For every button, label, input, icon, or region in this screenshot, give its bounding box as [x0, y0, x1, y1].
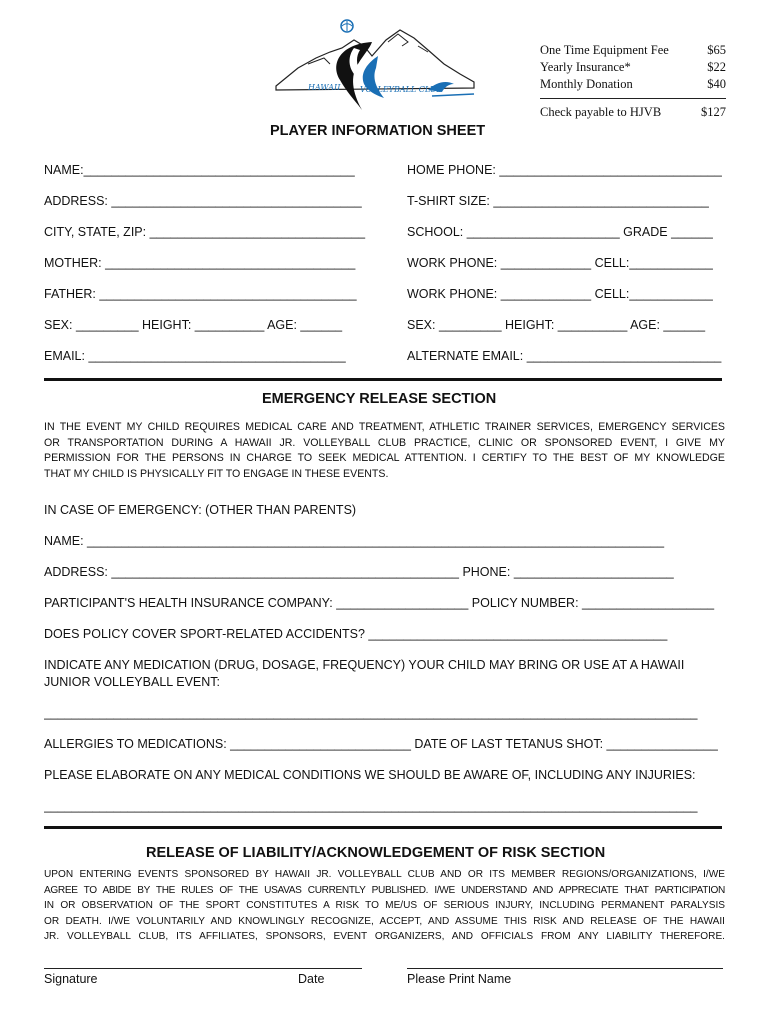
sex-height-age-field[interactable]: SEX: _________ HEIGHT: __________ AGE: ______ [44, 318, 343, 332]
father-work-phone-field[interactable]: WORK PHONE: _____________ CELL:____________ [407, 287, 713, 301]
print-name-line[interactable] [407, 968, 723, 969]
mother-field[interactable]: MOTHER: ____________________________________ [44, 256, 356, 270]
emergency-heading: EMERGENCY RELEASE SECTION [262, 391, 497, 407]
paragraph-line: THAT MY CHILD IS PHYSICALLY FIT TO ENGAGE IN THESE EVENTS. [44, 467, 389, 480]
signature-label: Signature [44, 972, 98, 986]
tshirt-size-field[interactable]: T-SHIRT SIZE: _______________________________ [407, 194, 709, 208]
fee-amount: $65 [707, 43, 726, 57]
paragraph-line: IN THE EVENT MY CHILD REQUIRES MEDICAL CARE AND TREATMENT, ATHLETIC TRAINER SERVICES, EMERGENCY SERVICES [44, 421, 725, 433]
emergency-name-field[interactable]: NAME: ___________________________________________________________________________________ [44, 534, 665, 548]
emergency-contact-label: IN CASE OF EMERGENCY: (OTHER THAN PARENTS) [44, 503, 357, 517]
hawaii-volleyball-club-logo [268, 18, 483, 110]
allergies-tetanus-field[interactable]: ALLERGIES TO MEDICATIONS: __________________________ DATE OF LAST TETANUS SHOT: ________________ [44, 737, 718, 751]
print-name-label: Please Print Name [407, 972, 512, 986]
section-divider [44, 826, 722, 829]
signature-date-line[interactable] [44, 968, 362, 969]
page-title: PLAYER INFORMATION SHEET [270, 123, 486, 139]
fee-label: Yearly Insurance* [540, 60, 631, 74]
name-field[interactable]: NAME:_______________________________________ [44, 163, 355, 177]
paragraph-line: JR. VOLLEYBALL CLUB, ITS AFFILIATES, SPONSORS, EVENT ORGANIZERS, AND OFFICIALS FROM ANY LIABILITY THEREFORE. [44, 931, 725, 943]
release-paragraph [44, 867, 725, 945]
release-heading: RELEASE OF LIABILITY/ACKNOWLEDGEMENT OF RISK SECTION [146, 845, 606, 861]
fee-divider [540, 98, 726, 99]
mother-work-phone-field[interactable]: WORK PHONE: _____________ CELL:____________ [407, 256, 713, 270]
home-phone-field[interactable]: HOME PHONE: ________________________________ [407, 163, 722, 177]
fees-table [540, 42, 726, 121]
medication-label: INDICATE ANY MEDICATION (DRUG, DOSAGE, FREQUENCY) YOUR CHILD MAY BRING OR USE AT A HAWAII [44, 658, 685, 672]
fee-total-row [540, 104, 726, 121]
fee-row [540, 59, 726, 76]
paragraph-line: PERMISSION FOR THE PERSONS IN CHARGE TO SEEK MEDICAL ATTENTION. I CERTIFY TO THE BEST OF MY KNOWLEDGE [44, 452, 725, 465]
fee-total-amount: $127 [701, 105, 726, 119]
paragraph-line: IN OR OBSERVATION OF THE SPORT CONSTITUTES A RISK TO ME/US OF SERIOUS INJURY, INCLUDING PERMANENT PARALYSIS [44, 900, 725, 912]
address-field[interactable]: ADDRESS: ____________________________________ [44, 194, 362, 208]
emergency-address-phone-field[interactable]: ADDRESS: __________________________________________________ PHONE: _______________________ [44, 565, 674, 579]
emergency-paragraph [44, 420, 725, 482]
fee-amount: $40 [707, 77, 726, 91]
fee-amount: $22 [707, 60, 726, 74]
logo-text-hawaii: HAWAII [308, 83, 341, 92]
fee-total-label: Check payable to HJVB [540, 105, 662, 119]
sex-height-age-field-2[interactable]: SEX: _________ HEIGHT: __________ AGE: ______ [407, 318, 706, 332]
date-label: Date [298, 972, 325, 986]
paragraph-line: UPON ENTERING EVENTS SPONSORED BY HAWAII JR. VOLLEYBALL CLUB AND OR ITS MEMBER REGIONS/ORGANIZATIONS, I/WE [44, 869, 725, 880]
alternate-email-field[interactable]: ALTERNATE EMAIL: ____________________________ [407, 349, 722, 363]
fee-label: Monthly Donation [540, 77, 633, 91]
city-state-zip-field[interactable]: CITY, STATE, ZIP: _______________________________ [44, 225, 366, 239]
paragraph-line: OR TRANSPORTATION DURING A HAWAII JR. VOLLEYBALL CLUB PRACTICE, CLINIC OR SPONSORED EVENT, I GIVE MY [44, 436, 725, 449]
email-field[interactable]: EMAIL: _____________________________________ [44, 349, 346, 363]
school-grade-field[interactable]: SCHOOL: ______________________ GRADE ______ [407, 225, 713, 239]
fee-label: One Time Equipment Fee [540, 43, 669, 57]
father-field[interactable]: FATHER: _____________________________________ [44, 287, 357, 301]
fee-row [540, 76, 726, 93]
paragraph-line: OR DEATH. I/WE VOLUNTARILY AND KNOWLINGLY RECOGNIZE, ACCEPT, AND ASSUME THIS RISK AND RELEASE OF THE HAWAII [44, 915, 725, 927]
insurance-policy-field[interactable]: PARTICIPANT'S HEALTH INSURANCE COMPANY: ___________________ POLICY NUMBER: ___________________ [44, 596, 715, 610]
logo-text-club: VOLLEYBALL CLUB [360, 85, 443, 94]
medical-conditions-label: PLEASE ELABORATE ON ANY MEDICAL CONDITIONS WE SHOULD BE AWARE OF, INCLUDING ANY INJURIES: [44, 768, 696, 782]
medication-input-line[interactable]: ______________________________________________________________________________________________ [44, 706, 698, 720]
medication-label-2: JUNIOR VOLLEYBALL EVENT: [44, 675, 220, 689]
section-divider [44, 378, 722, 381]
medical-conditions-input-line[interactable]: ______________________________________________________________________________________________ [44, 799, 698, 813]
paragraph-line: AGREE TO ABIDE BY THE RULES OF THE USAVAS CURRENTLY PUBLISHED. I/WE UNDERSTAND AND APPRECIATE THAT PARTICIPATION [44, 884, 725, 896]
policy-coverage-field[interactable]: DOES POLICY COVER SPORT-RELATED ACCIDENTS? ___________________________________________ [44, 627, 668, 641]
fee-row [540, 42, 726, 59]
